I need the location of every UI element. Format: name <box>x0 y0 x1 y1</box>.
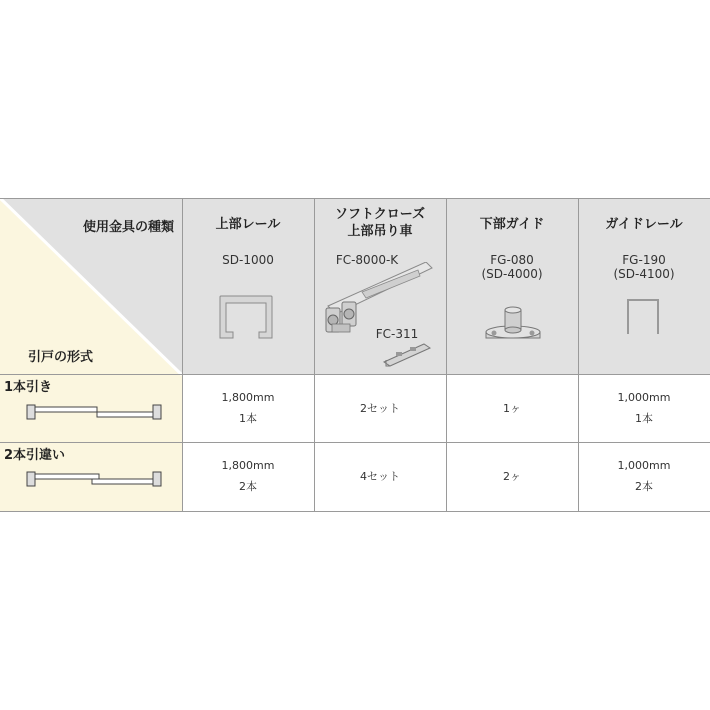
guide-rail-icon <box>626 298 660 334</box>
corner-top-label: 使用金具の種類 <box>82 220 174 235</box>
code-floor-guide: FG-080 <box>490 253 534 267</box>
code-guide-rail: FG-190 <box>622 253 666 267</box>
row-label-single: 1本引き <box>4 380 53 395</box>
column-divider-4 <box>578 198 579 512</box>
double-sliding-door-icon <box>26 470 162 488</box>
column-divider-2 <box>314 198 315 512</box>
row-divider-header <box>0 374 710 375</box>
cell-single-upper-rail: 1,800mm 1本 <box>221 391 275 425</box>
table-border-top <box>0 198 710 199</box>
cell-double-guide-rail: 1,000mm 2本 <box>617 459 671 493</box>
cell-double-floor-guide: 2ヶ <box>503 470 521 483</box>
code-guide-rail-alt: (SD-4100) <box>613 267 675 281</box>
cell-single-soft-close: 2セット <box>360 402 400 415</box>
row-label-double: 2本引違い <box>4 448 66 463</box>
code-floor-guide-alt: (SD-4000) <box>481 267 543 281</box>
corner-bottom-label: 引戸の形式 <box>28 350 94 365</box>
hardware-table <box>0 198 710 512</box>
cell-double-upper-rail: 1,800mm 2本 <box>221 459 275 493</box>
column-divider-1 <box>182 198 183 512</box>
column-header-soft-close: ソフトクローズ 上部吊り車 <box>334 207 426 239</box>
cell-single-guide-rail: 1,000mm 1本 <box>617 391 671 425</box>
column-header-guide-rail: ガイドレール <box>605 217 683 232</box>
column-header-floor-guide: 下部ガイド <box>479 217 545 232</box>
floor-guide-icon <box>482 302 544 348</box>
single-sliding-door-icon <box>26 403 162 421</box>
column-header-upper-rail: 上部レール <box>215 217 281 232</box>
cell-double-soft-close: 4セット <box>360 470 400 483</box>
upper-rail-icon <box>218 294 274 340</box>
code-upper-rail: SD-1000 <box>222 253 274 267</box>
cell-single-floor-guide: 1ヶ <box>503 402 521 415</box>
code-soft-close: FC-8000-K <box>335 253 399 267</box>
code-soft-close-sub: FC-311 <box>375 327 419 341</box>
soft-close-hanger-icon <box>322 262 434 342</box>
hanger-plate-icon <box>380 338 434 370</box>
table-border-bottom <box>0 511 710 512</box>
column-divider-3 <box>446 198 447 512</box>
row-divider-middle <box>0 442 710 443</box>
